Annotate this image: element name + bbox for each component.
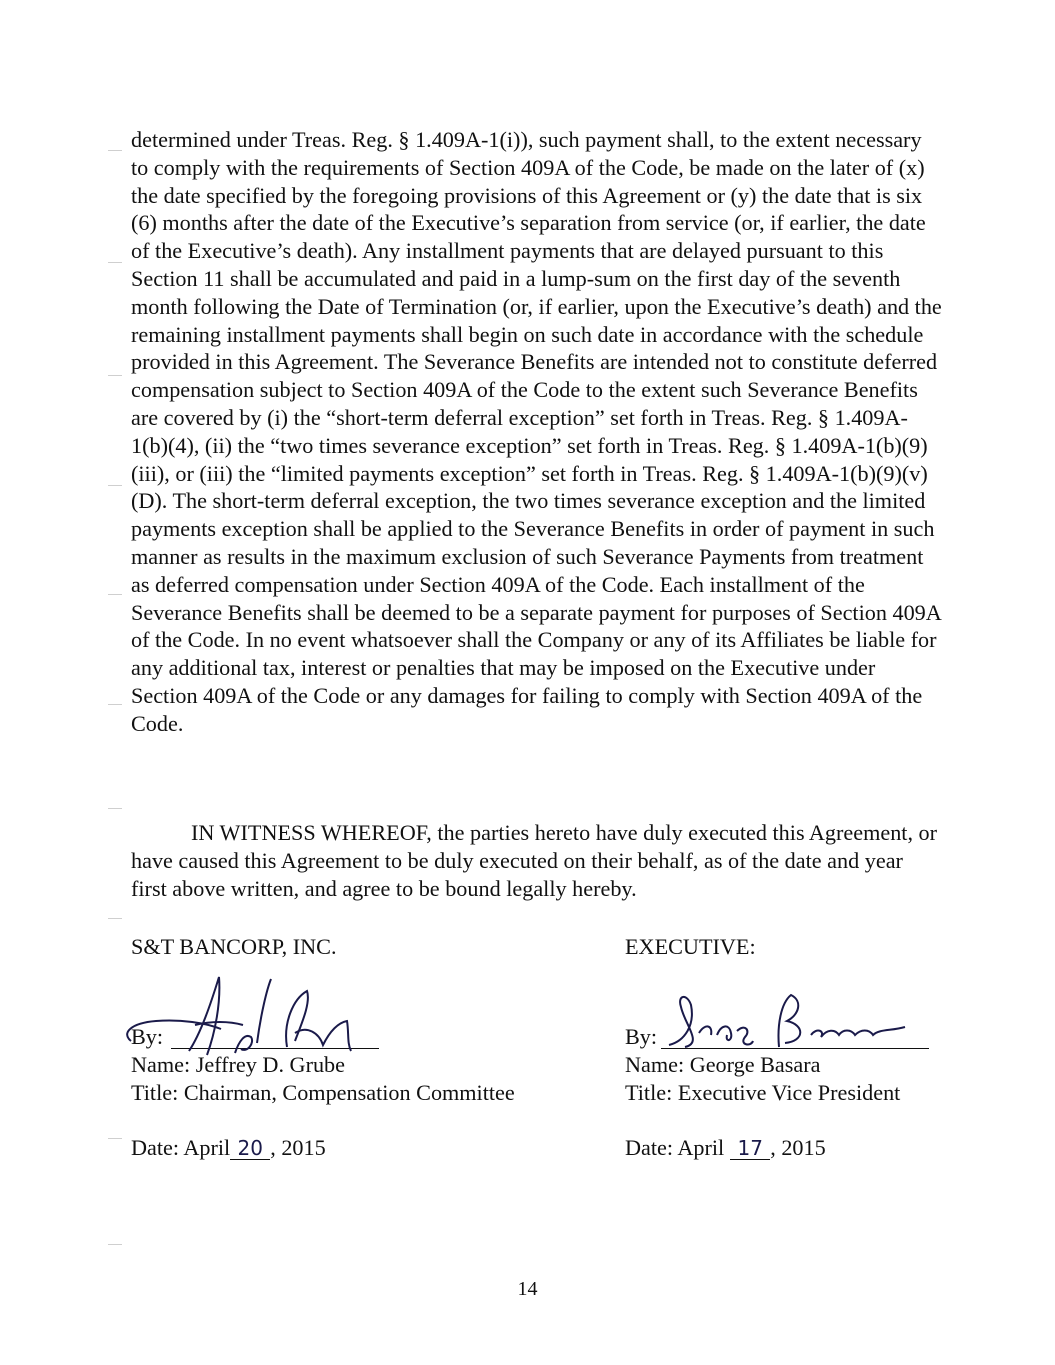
executive-signature-block (625, 933, 955, 1162)
company-date (131, 1134, 571, 1162)
company-by-label: By: (131, 1024, 164, 1049)
body-paragraph: determined under Treas. Reg. § 1.409A-1(i)), such payment shall, to the extent necessary to comply with the requirements of Section 409A of the Code, be made on the later of (x) the date specified by the foregoing provisions of this Agreement or (y) the date that is six (6) months after the date of the Executive’s separation from service (or, if earlier, the date of the Executive’s death). Any installment payments that are delayed pursuant to this Section 11 shall be accumulated and paid in a lump-sum on the first day of the seventh month following the Date of Termination (or, if earlier, upon the Executive’s death) and the remaining installment payments shall begin on such date in accordance with the schedule provided in this Agreement. The Severance Benefits are intended not to constitute deferred compensation subject to Section 409A of the Code to the extent such Severance Benefits are covered by (i) the “short-term deferral exception” set forth in Treas. Reg. § 1.409A-1(b)(4), (ii) the “two times severance exception” set forth in Treas. Reg. § 1.409A-1(b)(9)(iii), or (iii) the “limited payments exception” set forth in Treas. Reg. § 1.409A-1(b)(9)(v)(D). The short-term deferral exception, the two times severance exception and the limited payments exception shall be applied to the Severance Benefits in order of payment in such manner as results in the maximum exclusion of such Severance Payments from treatment as deferred compensation under Section 409A of the Code. Each installment of the Severance Benefits shall be deemed to be a separate payment for purposes of Section 409A of the Code. In no event whatsoever shall the Company or any of its Affiliates be liable for any additional tax, interest or penalties that may be imposed on the Executive under Section 409A of the Code or any damages for failing to comply with Section 409A of the Code. (131, 127, 942, 736)
witness-paragraph: IN WITNESS WHEREOF, the parties hereto have duly executed this Agreement, or have caused this Agreement to be duly executed on their behalf, as of the date and year first above written, and agree to be bound legally hereby. (131, 820, 938, 901)
scan-margin-mark (108, 375, 122, 376)
scan-margin-mark (108, 1138, 122, 1139)
executive-handwritten-signature (655, 985, 925, 1055)
company-date-suffix: , 2015 (270, 1135, 326, 1161)
executive-signature-line (625, 1021, 955, 1051)
company-party-name: S&T BANCORP, INC. (131, 934, 337, 959)
executive-by-label: By: (625, 1024, 658, 1049)
scan-margin-mark (108, 150, 122, 151)
scan-margin-mark (108, 808, 122, 809)
scan-margin-mark (108, 918, 122, 919)
company-signature-line (131, 1021, 571, 1051)
page-number: 14 (517, 1278, 538, 1300)
executive-signer-title: Title: Executive Vice President (625, 1079, 901, 1105)
scan-margin-mark (108, 485, 122, 486)
executive-date (625, 1134, 955, 1162)
company-signer-title: Title: Chairman, Compensation Committee (131, 1079, 515, 1105)
scan-margin-mark (108, 1244, 122, 1245)
scan-margin-mark (108, 594, 122, 595)
company-signature-block (131, 933, 571, 1162)
company-date-prefix: Date: April (131, 1135, 231, 1161)
executive-date-prefix: Date: April (625, 1135, 725, 1161)
executive-party-name: EXECUTIVE: (625, 934, 756, 959)
scan-margin-mark (108, 262, 122, 263)
company-signer-name: Name: Jeffrey D. Grube (131, 1051, 345, 1077)
company-handwritten-signature (111, 963, 371, 1063)
company-date-day: 20 (230, 1137, 270, 1160)
executive-signer-name: Name: George Basara (625, 1051, 821, 1077)
executive-date-suffix: , 2015 (770, 1135, 826, 1161)
executive-date-day: 17 (730, 1137, 770, 1160)
scan-margin-mark (108, 704, 122, 705)
